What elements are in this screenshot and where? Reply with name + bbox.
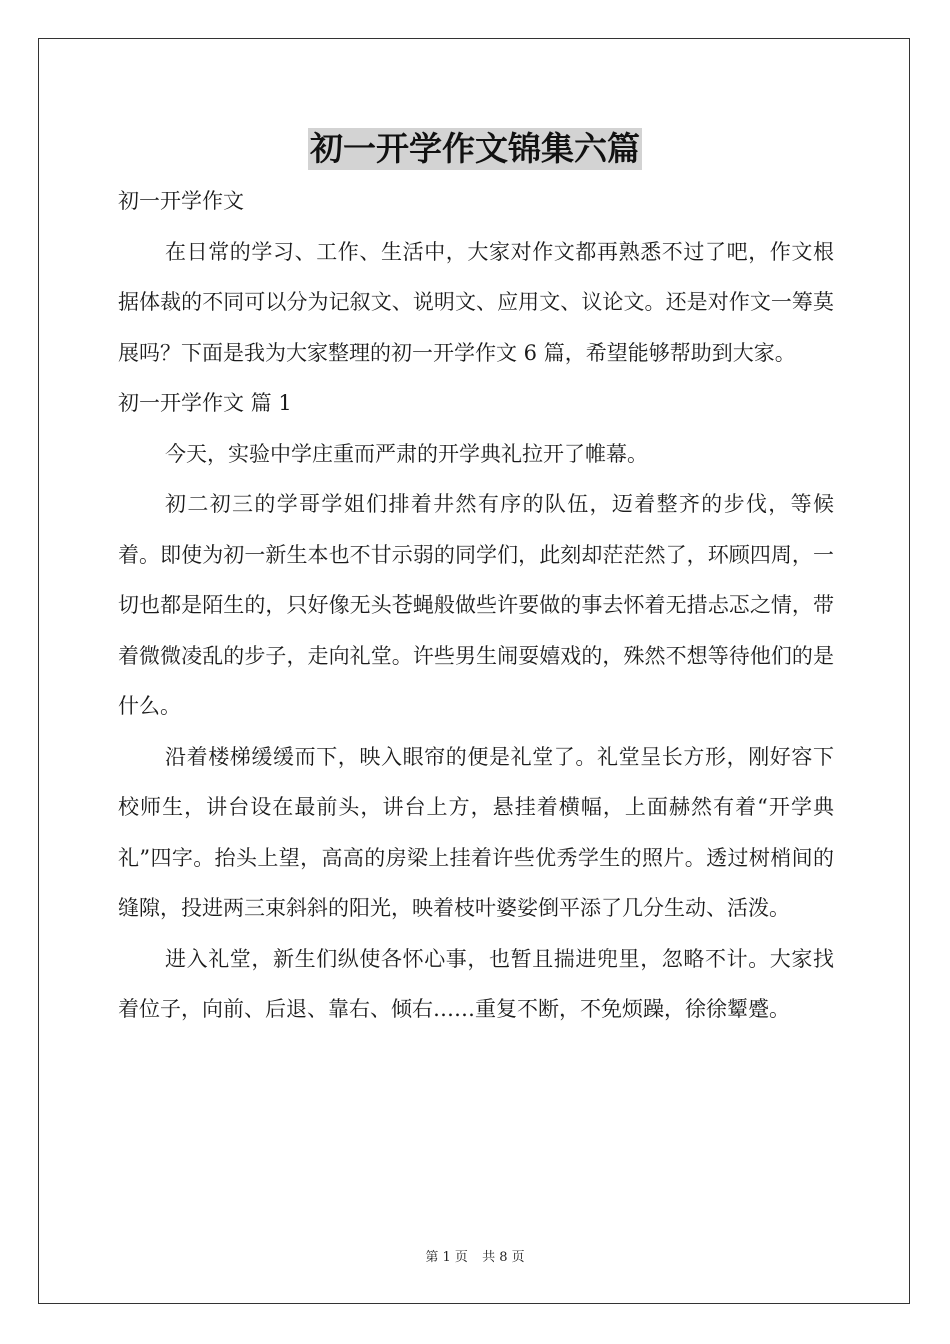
page-footer [0,1246,950,1265]
section-heading: 初一开学作文 [118,189,244,213]
page-number: 第 1 页 [425,1250,468,1265]
body-paragraph: 沿着楼梯缓缓而下，映入眼帘的便是礼堂了。礼堂呈长方形，刚好容下校师生，讲台设在最前头，讲台上方，悬挂着横幅，上面赫然有着“开学典礼”四字。抬头上望，高高的房梁上挂着许些优秀学生的照片。透过树梢间的缝隙，投进两三束斜斜的阳光，映着枝叶婆娑倒平添了几分生动、活泼。 [118,744,834,920]
document-title: 初一开学作文锦集六篇 [310,129,640,168]
essay-heading: 初一开学作文 篇 1 [118,391,292,415]
body-paragraph: 初二初三的学哥学姐们排着井然有序的队伍，迈着整齐的步伐，等候着。即使为初一新生本也不甘示弱的同学们，此刻却茫茫然了，环顾四周，一切也都是陌生的，只好像无头苍蝇般做些许要做的事去怀着无措忐忑之情，带着微微凌乱的步子，走向礼堂。许些男生闹耍嬉戏的，殊然不想等待他们的是什么。 [118,492,834,718]
intro-paragraph: 在日常的学习、工作、生活中，大家对作文都再熟悉不过了吧，作文根据体裁的不同可以分为记叙文、说明文、应用文、议论文。还是对作文一筹莫展吗？下面是我为大家整理的初一开学作文 6 篇，希望能够帮助到大家。 [118,239,834,365]
body-paragraph: 进入礼堂，新生们纵使各怀心事，也暂且揣进兜里，忽略不计。大家找着位子，向前、后退、靠右、倾右……重复不断，不免烦躁，徐徐颦蹙。 [118,946,834,1021]
body-paragraph: 今天，实验中学庄重而严肃的开学典礼拉开了帷幕。 [165,441,648,466]
title-wrap [0,128,950,170]
document-body [118,176,834,1035]
page-total: 共 8 页 [482,1250,525,1265]
